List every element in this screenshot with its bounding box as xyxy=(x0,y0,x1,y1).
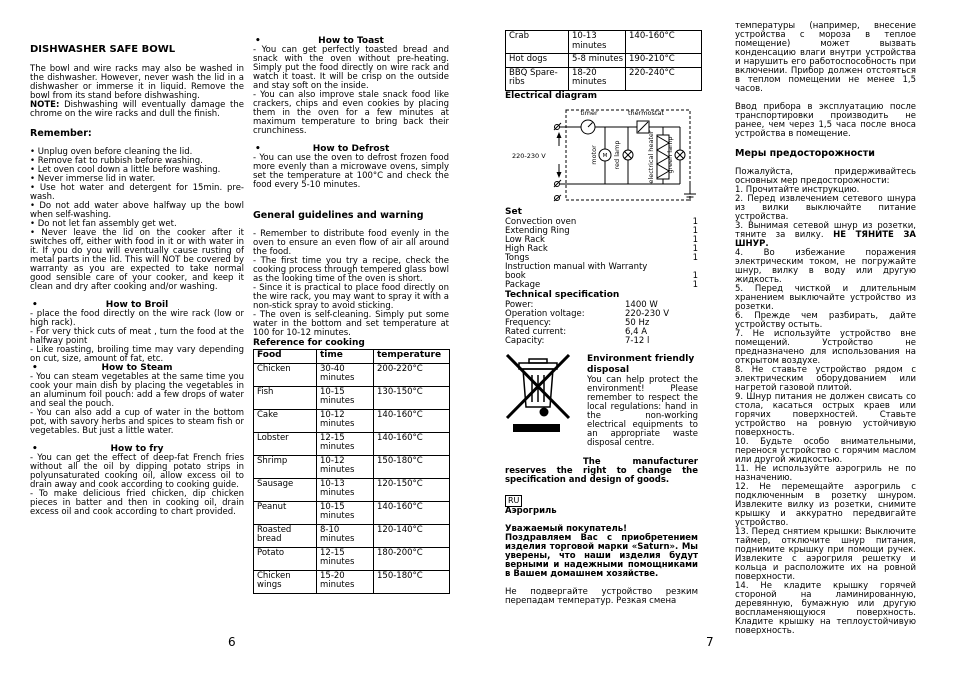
table-cell: Crab xyxy=(506,31,569,54)
paragraph: - You can use the oven to defrost frozen food more evenly than a microwave ovens, simply set the temperature at 100°C and check the food every 5-10 minutes. xyxy=(253,153,449,190)
table-cell: 130-150°C xyxy=(374,386,450,409)
section-title: How to Broil xyxy=(105,300,169,310)
weee-icon xyxy=(505,354,587,448)
spec-value: 220-230 V xyxy=(625,308,670,319)
spec-label: Rated current: xyxy=(505,326,567,337)
arrow-up-icon xyxy=(557,132,562,138)
bullet-glyph: • xyxy=(32,300,38,310)
note-paragraph xyxy=(30,101,244,119)
list-item: • Do not add water above halfway up the bowl when self-washing. xyxy=(30,201,244,220)
table-cell: 15-20 minutes xyxy=(317,570,374,593)
table-cell: Sausage xyxy=(254,478,317,501)
list-item: • Do not let fan assembly get wet. xyxy=(30,219,177,229)
set-item-label: Instruction manual with Warranty book xyxy=(505,261,648,281)
table-cell: Potato xyxy=(254,547,317,570)
ru-warning-start: Не подвергайте устройство резким перепадам температур. Резкая смена xyxy=(505,586,698,606)
table-cell: 150-180°C xyxy=(374,455,450,478)
section-heading-steam xyxy=(30,364,244,373)
numbered-item: 5. Перед чисткой и длительным хранением выключайте устройство из розетки. xyxy=(735,284,916,312)
numbered-item xyxy=(735,222,916,249)
paragraph: Пожалуйста, придерживайтесь основных мер предосторожности: xyxy=(735,167,916,186)
table-row xyxy=(254,524,450,547)
set-item-qty: 1 xyxy=(692,216,698,227)
page6-column-2 xyxy=(253,37,449,594)
paragraph: - Like roasting, broiling time may vary depending on cut, size, amount of fat, etc. xyxy=(30,345,244,364)
numbered-item: 4. Во избежание поражения электрическим током, не погружайте шнур, вилку в воду или другую жидкость. xyxy=(735,248,916,285)
numbered-item: 7. Не используйте устройство вне помещений. Устройство не предназначено для использования на открытом воздухе. xyxy=(735,329,916,366)
table-cell: 30-40 minutes xyxy=(317,363,374,386)
table-row xyxy=(254,432,450,455)
table-cell: BBQ Spare-ribs xyxy=(506,67,569,90)
set-item-label: High Rack xyxy=(505,243,548,254)
note-text: Dishwashing will eventually damage the chrome on the wire racks and dull the finish. xyxy=(30,100,245,119)
paragraph: - You can get perfectly toasted bread and snack with the oven without pre-heating. Simply put the food directly on wire rack and watch it toast. It will be crisp on the outside and stay soft on the inside. xyxy=(253,45,449,91)
set-item-qty: 1 xyxy=(692,225,698,236)
table-cell: Lobster xyxy=(254,432,317,455)
green-lamp-label: green lamp xyxy=(666,135,674,174)
product-name-ru: Аэрогриль xyxy=(505,505,557,516)
timer-label: timer xyxy=(580,108,598,117)
table-cell: Shrimp xyxy=(254,455,317,478)
table-row xyxy=(254,478,450,501)
ru-congratulation: Поздравляем Вас с приобретением изделия торговой марки «Saturn». Мы уверены, что наши изделия будут верными и надежными помощниками в Вашем домашнем хозяйстве. xyxy=(505,532,698,579)
environment-heading: Environment friendly disposal xyxy=(587,353,695,375)
paragraph: - The oven is self-cleaning. Simply put some water in the bottom and set temperature at 100 for 10-12 minutes. xyxy=(253,310,449,338)
table-cell: Fish xyxy=(254,386,317,409)
table-row xyxy=(254,455,450,478)
set-heading: Set xyxy=(505,206,522,217)
section-title: How to Steam xyxy=(101,363,173,373)
list-item: • Never immerse lid in water. xyxy=(30,174,156,184)
section-heading-toast xyxy=(253,37,449,46)
spec-value: 7-12 l xyxy=(625,335,650,346)
set-item-qty: 1 xyxy=(692,252,698,263)
table-cell: 8-10 minutes xyxy=(317,524,374,547)
set-item-label: Package xyxy=(505,279,541,290)
table-header-cell: temperature xyxy=(374,350,450,364)
spec-value: 1400 W xyxy=(625,299,658,310)
table-cell: 12-15 minutes xyxy=(317,432,374,455)
cooking-reference-table-continued xyxy=(505,30,702,91)
table-cell: 150-180°C xyxy=(374,570,450,593)
numbered-item: 10. Будьте особо внимательными, перенося устройство с горячим маслом или другой жидкостью. xyxy=(735,437,916,465)
set-item xyxy=(505,245,698,254)
environment-disposal-section xyxy=(505,354,698,448)
set-item-qty: 1 xyxy=(692,234,698,245)
table-row xyxy=(506,67,702,90)
set-item-qty: 1 xyxy=(692,243,698,254)
table-cell: 5-8 minutes xyxy=(569,54,626,68)
environment-text-block xyxy=(587,354,698,448)
table-row xyxy=(506,31,702,54)
set-item-qty: 1 xyxy=(692,270,698,281)
bullet-glyph: • xyxy=(32,363,38,373)
paragraph: - Since it is practical to place food directly on the wire rack, you may want to spray it with a non-stick spray to avoid sticking. xyxy=(253,283,449,311)
paragraph: - To make delicious fried chicken, dip chicken pieces in batter and then in cooking oil, drain excess oil and cook according to chart provided. xyxy=(30,489,244,517)
heater-label: electrical heater xyxy=(647,129,655,184)
table-cell: 200-220°C xyxy=(374,363,450,386)
spec-label: Operation voltage: xyxy=(505,308,585,319)
section-heading-broil xyxy=(30,301,244,310)
item-bold-text: НЕ ТЯНИТЕ ЗА ШНУР. xyxy=(735,230,917,249)
numbered-item: 9. Шнур питания не должен свисать со стола, касаться острых краев или горячих поверхностей. Ставьте устройство на ровную устойчивую поверхность. xyxy=(735,392,916,438)
table-row xyxy=(254,409,450,432)
table-cell: Roasted bread xyxy=(254,524,317,547)
set-item-label: Extending Ring xyxy=(505,225,570,236)
list-item: • Remove fat to rubbish before washing. xyxy=(30,156,203,166)
bullet-glyph: • xyxy=(255,144,261,154)
cooking-table-heading: Reference for cooking xyxy=(253,338,365,348)
paragraph: - place the food directly on the wire rack (low or high rack). xyxy=(30,309,244,328)
manufacturer-note: The manufacturer reserves the right to change the specification and design of goods. xyxy=(505,456,698,485)
dishwasher-heading: DISHWASHER SAFE BOWL xyxy=(30,44,176,55)
electrical-circuit-diagram xyxy=(505,102,698,204)
paragraph: - You can also improve stale snack food like crackers, chips and even cookies by placing them in the oven for a few minutes at maximum temperature to bring back their crunchiness. xyxy=(253,90,449,136)
spec-label: Capacity: xyxy=(505,335,545,346)
table-cell: 10-15 minutes xyxy=(317,501,374,524)
table-cell: 120-140°C xyxy=(374,524,450,547)
page6-column-3 xyxy=(505,30,698,606)
paragraph: The bowl and wire racks may also be washed in the dishwasher. However, never wash the lid in a dishwasher or immerse it in liquid. Remove the bowl from its stand before dishwashing. xyxy=(30,64,244,101)
numbered-item: 2. Перед извлечением сетевого шнура из вилки выключайте питание устройства. xyxy=(735,194,916,222)
page-number-7: 7 xyxy=(706,635,714,649)
numbered-item: 12. Не перемещайте аэрогриль с подключенным в розетку шнуром. Извлеките вилку из розетки, снимите крышку и аккуратно передвигайте устройство. xyxy=(735,482,916,528)
table-row xyxy=(254,501,450,524)
electrical-diagram-heading: Electrical diagram xyxy=(505,90,598,101)
spec-row xyxy=(505,337,698,346)
table-cell: Cake xyxy=(254,409,317,432)
table-cell: 140-160°C xyxy=(374,501,450,524)
table-cell: Chicken wings xyxy=(254,570,317,593)
paragraph: температуры (например, внесение устройства с мороза в теплое помещение) может вызвать конденсацию влаги внутри устройства и нарушить его работоспособность при включении. Прибор должен отстояться в теплом помещении не менее 1,5 часов. xyxy=(735,21,916,94)
bullet-glyph: • xyxy=(32,444,38,454)
motor-label: motor xyxy=(590,144,598,165)
table-cell: Chicken xyxy=(254,363,317,386)
table-cell: Hot dogs xyxy=(506,54,569,68)
item-text: 3. Вынимая сетевой шнур из розетки, тяните за вилку. xyxy=(735,221,916,240)
numbered-item: 14. Не кладите крышку горячей стороной на ламинированную, деревянную, бумажную или другую воспламеняющуюся поверхность. Кладите крышку на теплоустойчивую поверхность. xyxy=(735,581,916,636)
paragraph: - You can also add a cup of water in the bottom pot, with savory herbs and spices to steam fish or vegetables. But just a little water. xyxy=(30,408,244,436)
note-label: NOTE: xyxy=(30,100,60,110)
tech-spec-heading: Technical specification xyxy=(505,289,620,300)
list-item: • Unplug oven before cleaning the lid. xyxy=(30,147,193,157)
table-cell: 140-160°C xyxy=(626,31,702,54)
table-row xyxy=(506,54,702,68)
table-header-cell: Food xyxy=(254,350,317,364)
paragraph: - The first time you try a recipe, check the cooking process through tempered glass bowl as the looking time of the oven is short. xyxy=(253,256,449,284)
set-item xyxy=(505,281,698,290)
table-row xyxy=(254,547,450,570)
table-cell: 10-12 minutes xyxy=(317,409,374,432)
table-cell: Peanut xyxy=(254,501,317,524)
list-item: • Never leave the lid on the cooker after it switches off, either with food in it or with water in it. If you do you will eventually cause rusting of metal parts in the lid. This will NOT be covered by warranty as you are expected to take normal good sensible care of your cooker, and keep it clean and dry after cooking and/or washing. xyxy=(30,228,244,292)
thermostat-label: thermostat xyxy=(627,108,665,117)
bullet-glyph: • xyxy=(255,36,261,46)
table-header-cell: time xyxy=(317,350,374,364)
cooking-reference-table xyxy=(253,349,450,594)
set-item-label: Convection oven xyxy=(505,216,577,227)
table-cell: 10-15 minutes xyxy=(317,386,374,409)
table-cell: 180-200°C xyxy=(374,547,450,570)
page7-column xyxy=(735,22,916,636)
table-cell: 140-160°C xyxy=(374,432,450,455)
guidelines-heading: General guidelines and warning xyxy=(253,210,424,221)
list-item: • Let oven cool down a little before washing. xyxy=(30,165,221,175)
arrow-down-icon xyxy=(557,172,562,178)
paragraph: - Remember to distribute food evenly in the oven to ensure an even flow of air all around the food. xyxy=(253,229,449,257)
numbered-item: 11. Не используйте аэрогриль не по назначению. xyxy=(735,464,916,483)
table-cell: 10-13 minutes xyxy=(569,31,626,54)
paragraph: - You can get the effect of deep-fat French fries without all the oil by dipping potato strips in polyunsaturated cooking oil, allow excess oil to drain away and cook according to cooking guide. xyxy=(30,453,244,490)
table-cell: 12-15 minutes xyxy=(317,547,374,570)
section-title: How to Toast xyxy=(318,36,384,46)
table-cell: 120-150°C xyxy=(374,478,450,501)
table-row xyxy=(254,363,450,386)
language-tag-ru: RU xyxy=(505,495,522,507)
spec-label: Power: xyxy=(505,299,534,310)
set-item-label: Low Rack xyxy=(505,234,545,245)
section-title: How to fry xyxy=(110,444,164,454)
ru-greeting: Уважаемый покупатель! xyxy=(505,523,627,534)
table-cell: 10-12 minutes xyxy=(317,455,374,478)
page6-column-1 xyxy=(30,44,244,517)
table-cell: 10-13 minutes xyxy=(317,478,374,501)
numbered-item: 13. Перед снятием крышки: Выключите таймер, отключите шнур питания, поднимите крышку при помощи ручек. Извлеките с аэрогриля решетку и кольца и расположите их на ровной поверхности. xyxy=(735,527,916,582)
table-row xyxy=(254,570,450,593)
numbered-item: 6. Прежде чем разбирать, дайте устройству остыть. xyxy=(735,311,916,330)
precautions-heading: Меры предосторожности xyxy=(735,148,875,159)
remember-heading: Remember: xyxy=(30,128,92,139)
table-cell: 220-240°C xyxy=(626,67,702,90)
table-cell: 190-210°C xyxy=(626,54,702,68)
set-item-qty: 1 xyxy=(692,279,698,290)
table-header-row xyxy=(254,350,450,364)
section-heading-fry xyxy=(30,445,244,454)
voltage-label: 220-230 V xyxy=(512,151,546,160)
paragraph: Ввод прибора в эксплуатацию после транспортировки производить не ранее, чем через 1,5 часа после вноса устройства в помещение. xyxy=(735,102,916,139)
section-title: How to Defrost xyxy=(312,144,390,154)
red-lamp-label: red lamp xyxy=(613,140,621,169)
set-item xyxy=(505,263,698,281)
spec-value: 6,4 A xyxy=(625,326,648,337)
spec-value: 50 Hz xyxy=(625,317,650,328)
table-cell: 140-160°C xyxy=(374,409,450,432)
paragraph: - You can steam vegetables at the same time you cook your main dish by placing the vegetables in an aluminum foil pouch: add a few drops of water and seal the pouch. xyxy=(30,372,244,409)
numbered-item: 8. Не ставьте устройство рядом с электрическим оборудованием или нагретой газовой плитой. xyxy=(735,365,916,393)
environment-paragraph: You can help protect the environment! Please remember to respect the local regulations: hand in the non-working electrical equipments to an appropriate waste disposal centre. xyxy=(587,374,698,448)
page-number-6: 6 xyxy=(228,635,236,649)
spec-label: Frequency: xyxy=(505,317,552,328)
motor-symbol: M xyxy=(602,152,608,159)
numbered-item: 1. Прочитайте инструкцию. xyxy=(735,185,860,195)
set-item-label: Tongs xyxy=(505,252,530,263)
table-row xyxy=(254,386,450,409)
table-cell: 18-20 minutes xyxy=(569,67,626,90)
paragraph: - For very thick cuts of meat , turn the food at the halfway point xyxy=(30,327,244,346)
section-heading-defrost xyxy=(253,145,449,154)
list-item: • Use hot water and detergent for 15min. pre-wash. xyxy=(30,183,244,202)
